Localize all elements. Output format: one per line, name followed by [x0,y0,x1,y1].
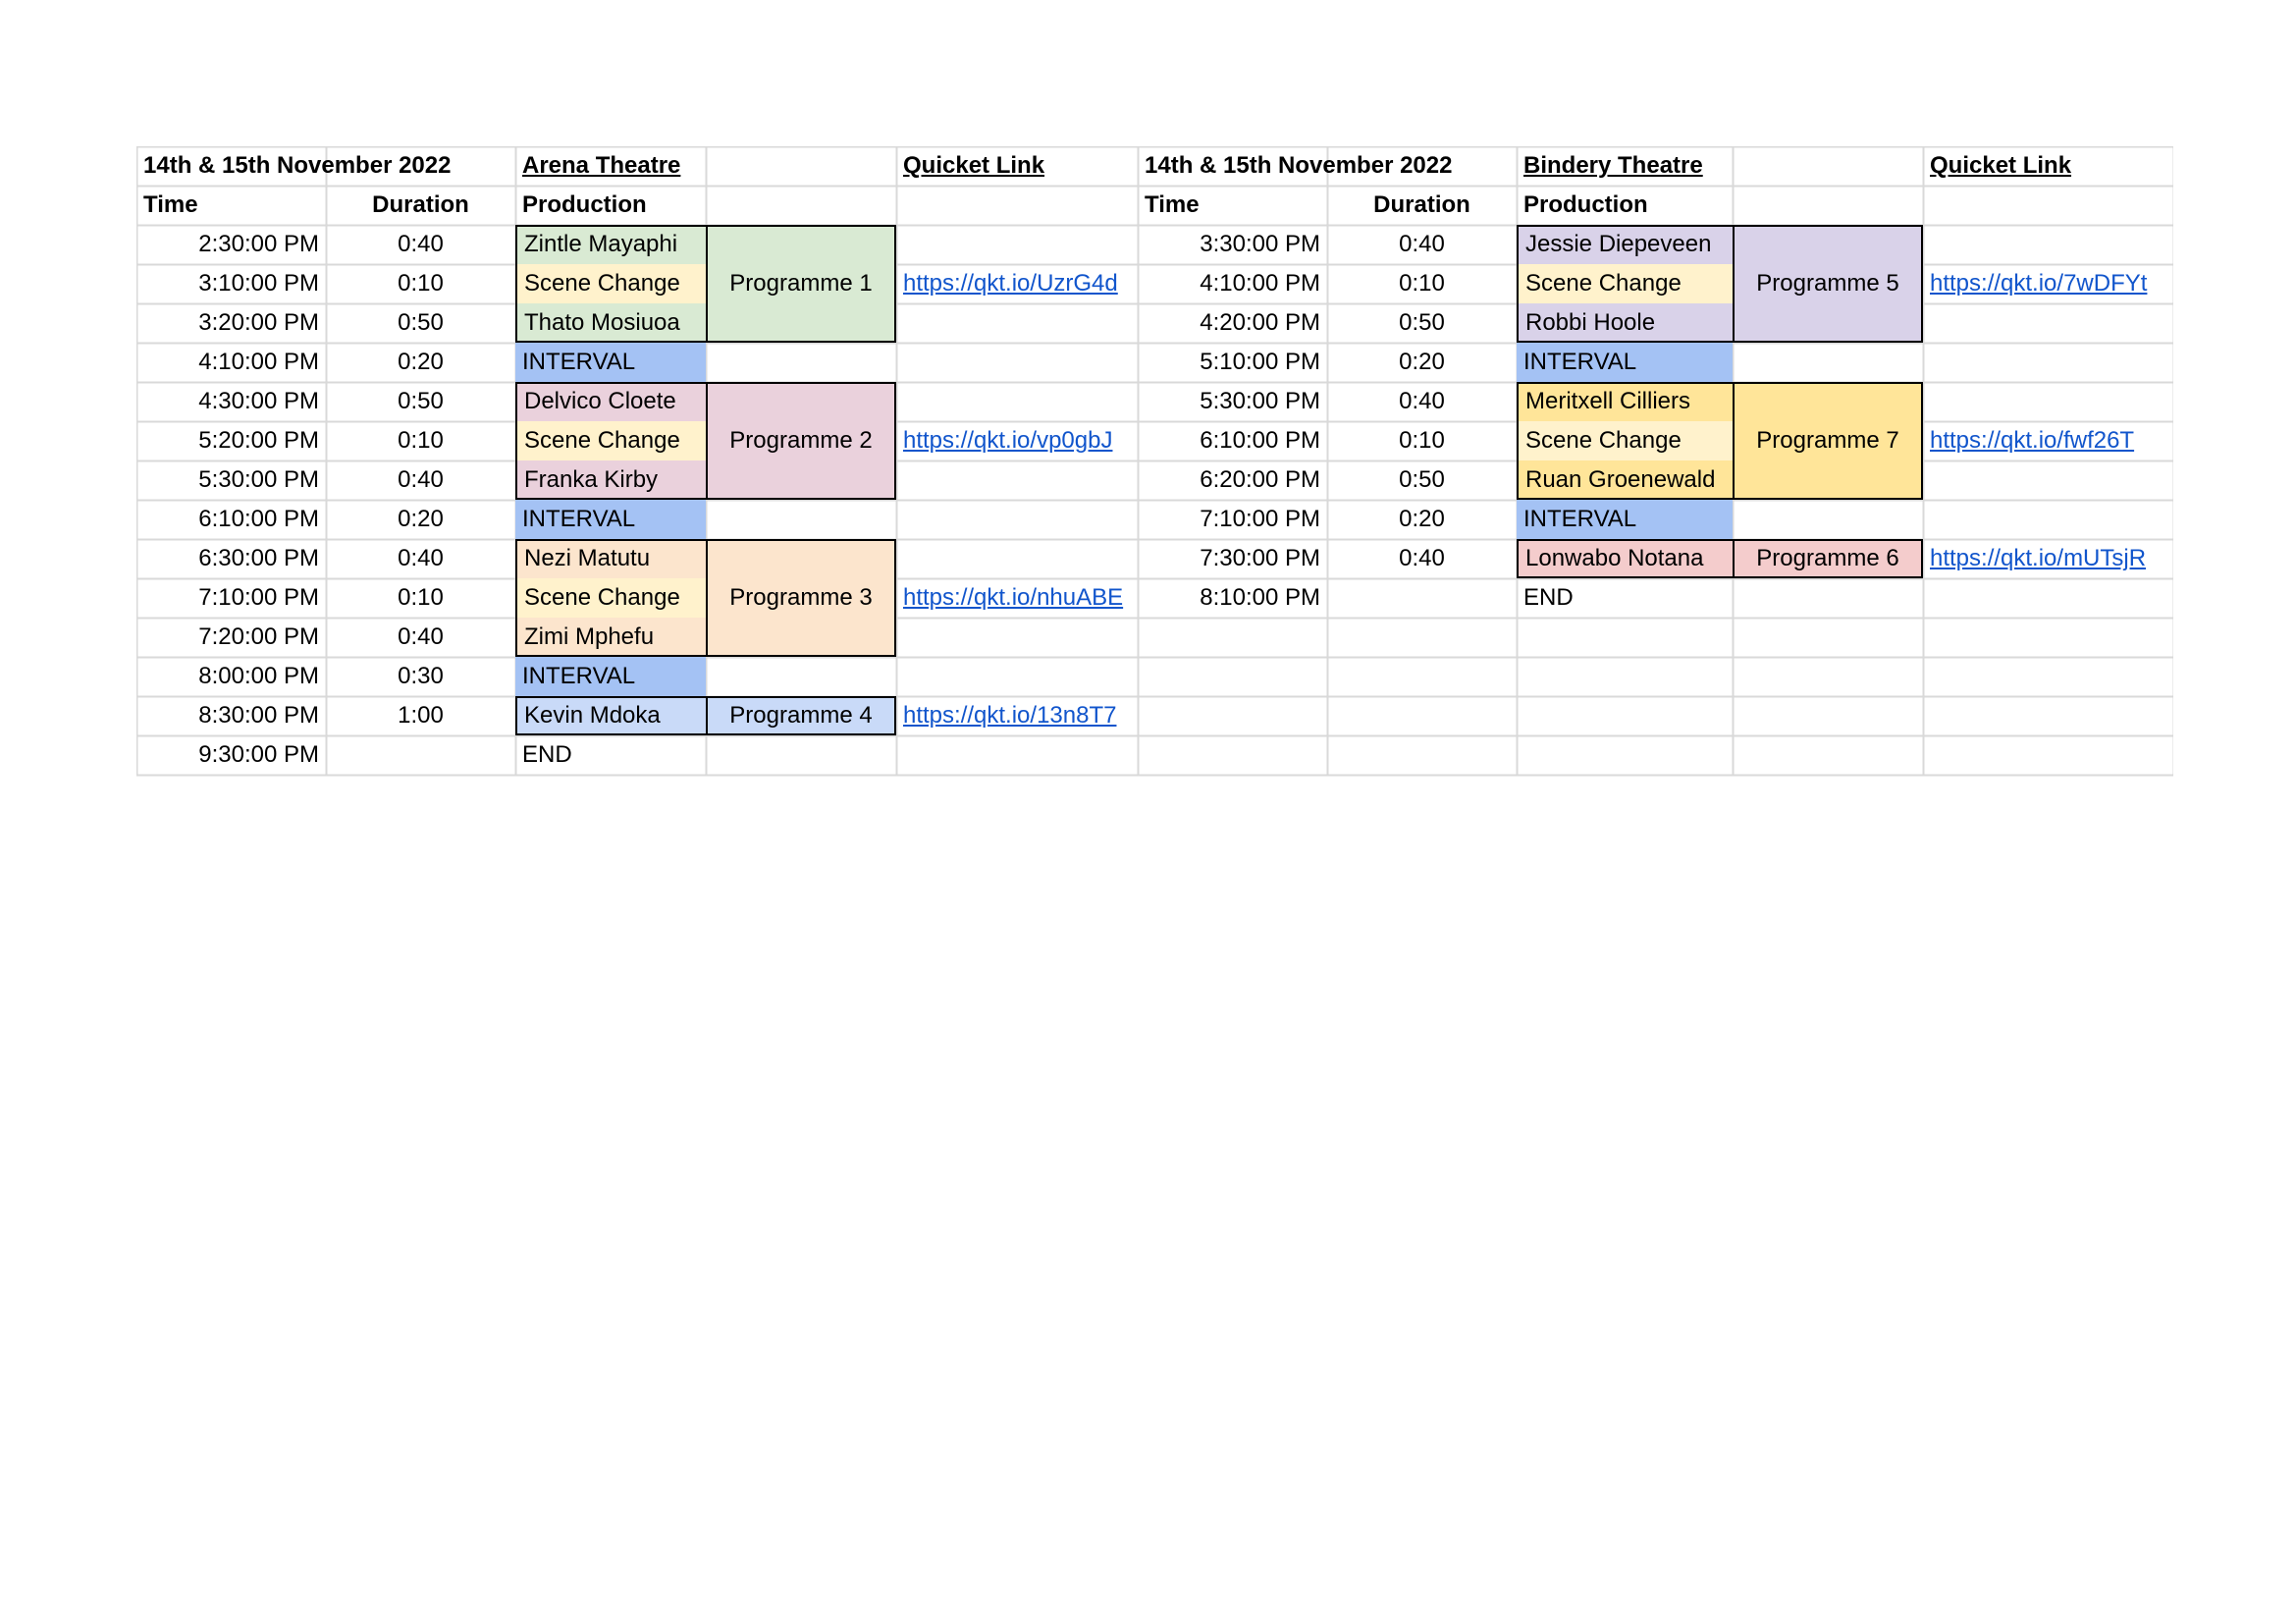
bindery-col-time: Time [1145,191,1200,218]
bindery-time-cell: 7:10:00 PM [1200,506,1320,532]
bindery-duration-cell: 0:40 [1399,388,1445,414]
arena-time-cell: 8:30:00 PM [198,702,319,729]
bindery-programme-cell: Programme 5 [1733,225,1923,343]
bindery-production-cell: END [1523,584,1574,611]
arena-production-cell: INTERVAL [515,657,706,696]
bindery-duration-cell: 0:20 [1399,506,1445,532]
bindery-production-cell: INTERVAL [1517,343,1733,382]
arena-duration-cell [326,735,515,775]
arena-time-cell: 2:30:00 PM [198,231,319,257]
arena-quicket-link[interactable]: https://qkt.io/UzrG4d [903,270,1118,297]
bindery-production-cell: Ruan Groenewald [1517,460,1733,500]
arena-quicket-link[interactable]: https://qkt.io/13n8T7 [903,702,1117,729]
arena-time-cell: 9:30:00 PM [198,741,319,768]
bindery-programme-cell: Programme 7 [1733,382,1923,500]
bindery-duration-cell: 0:50 [1399,466,1445,493]
arena-venue-header: Arena Theatre [522,152,681,179]
arena-programme-cell: Programme 4 [706,696,896,735]
arena-time-cell: 7:10:00 PM [198,584,319,611]
arena-duration-cell: 1:00 [398,702,444,729]
arena-col-time: Time [143,191,198,218]
arena-duration-cell: 0:50 [398,388,444,414]
arena-time-cell: 3:20:00 PM [198,309,319,336]
arena-time-cell: 3:10:00 PM [198,270,319,297]
arena-duration-cell: 0:40 [398,545,444,571]
arena-production-cell: Zimi Mphefu [515,618,706,657]
bindery-duration-cell: 0:20 [1399,349,1445,375]
arena-time-cell: 7:20:00 PM [198,623,319,650]
bindery-venue-header: Bindery Theatre [1523,152,1703,179]
arena-production-cell: Nezi Matutu [515,539,706,578]
arena-time-cell: 6:30:00 PM [198,545,319,571]
bindery-col-duration: Duration [1373,191,1470,218]
arena-production-cell: END [522,741,572,768]
arena-time-cell: 4:10:00 PM [198,349,319,375]
arena-time-cell: 6:10:00 PM [198,506,319,532]
arena-programme-cell: Programme 1 [706,225,896,343]
bindery-time-cell: 7:30:00 PM [1200,545,1320,571]
arena-duration-cell: 0:20 [398,506,444,532]
bindery-time-cell: 3:30:00 PM [1200,231,1320,257]
arena-programme-cell: Programme 2 [706,382,896,500]
arena-duration-cell: 0:40 [398,466,444,493]
arena-production-cell: Kevin Mdoka [515,696,706,735]
arena-programme-cell: Programme 3 [706,539,896,657]
bindery-duration-cell: 0:50 [1399,309,1445,336]
arena-time-cell: 8:00:00 PM [198,663,319,689]
bindery-col-production: Production [1523,191,1648,218]
bindery-time-cell: 4:20:00 PM [1200,309,1320,336]
bindery-duration-cell: 0:10 [1399,427,1445,454]
arena-time-cell: 4:30:00 PM [198,388,319,414]
arena-col-duration: Duration [372,191,469,218]
schedule-sheet [136,146,2173,781]
bindery-programme-cell: Programme 6 [1733,539,1923,578]
arena-duration-cell: 0:20 [398,349,444,375]
arena-quicket-link[interactable]: https://qkt.io/nhuABE [903,584,1124,611]
arena-duration-cell: 0:40 [398,231,444,257]
bindery-time-cell: 4:10:00 PM [1200,270,1320,297]
bindery-quicket-link-header: Quicket Link [1930,152,2072,179]
bindery-quicket-link[interactable]: https://qkt.io/fwf26T [1930,427,2135,454]
bindery-time-cell: 8:10:00 PM [1200,584,1320,611]
arena-duration-cell: 0:50 [398,309,444,336]
bindery-production-cell: Scene Change [1517,264,1733,303]
arena-production-cell: Scene Change [515,578,706,618]
arena-duration-cell: 0:10 [398,270,444,297]
arena-production-cell: INTERVAL [515,343,706,382]
arena-time-cell: 5:30:00 PM [198,466,319,493]
bindery-quicket-link[interactable]: https://qkt.io/7wDFYt [1930,270,2148,297]
bindery-quicket-link[interactable]: https://qkt.io/mUTsjR [1930,545,2147,571]
arena-production-cell: INTERVAL [515,500,706,539]
bindery-time-cell: 5:30:00 PM [1200,388,1320,414]
arena-time-cell: 5:20:00 PM [198,427,319,454]
bindery-duration-cell [1327,578,1517,618]
arena-production-cell: Scene Change [515,421,706,460]
bindery-date-header: 14th & 15th November 2022 [1145,152,1453,179]
bindery-time-cell: 6:20:00 PM [1200,466,1320,493]
arena-col-production: Production [522,191,647,218]
arena-production-cell: Franka Kirby [515,460,706,500]
bindery-production-cell: Jessie Diepeveen [1517,225,1733,264]
bindery-duration-cell: 0:40 [1399,545,1445,571]
arena-quicket-link-header: Quicket Link [903,152,1045,179]
bindery-production-cell: Meritxell Cilliers [1517,382,1733,421]
arena-duration-cell: 0:10 [398,427,444,454]
bindery-production-cell: Robbi Hoole [1517,303,1733,343]
arena-duration-cell: 0:30 [398,663,444,689]
bindery-production-cell: Lonwabo Notana [1517,539,1733,578]
arena-duration-cell: 0:10 [398,584,444,611]
arena-production-cell: Scene Change [515,264,706,303]
bindery-time-cell: 6:10:00 PM [1200,427,1320,454]
arena-duration-cell: 0:40 [398,623,444,650]
bindery-duration-cell: 0:40 [1399,231,1445,257]
arena-date-header: 14th & 15th November 2022 [143,152,452,179]
arena-production-cell: Thato Mosiuoa [515,303,706,343]
arena-production-cell: Delvico Cloete [515,382,706,421]
arena-quicket-link[interactable]: https://qkt.io/vp0gbJ [903,427,1113,454]
bindery-production-cell: INTERVAL [1517,500,1733,539]
arena-production-cell: Zintle Mayaphi [515,225,706,264]
bindery-production-cell: Scene Change [1517,421,1733,460]
bindery-time-cell: 5:10:00 PM [1200,349,1320,375]
bindery-duration-cell: 0:10 [1399,270,1445,297]
